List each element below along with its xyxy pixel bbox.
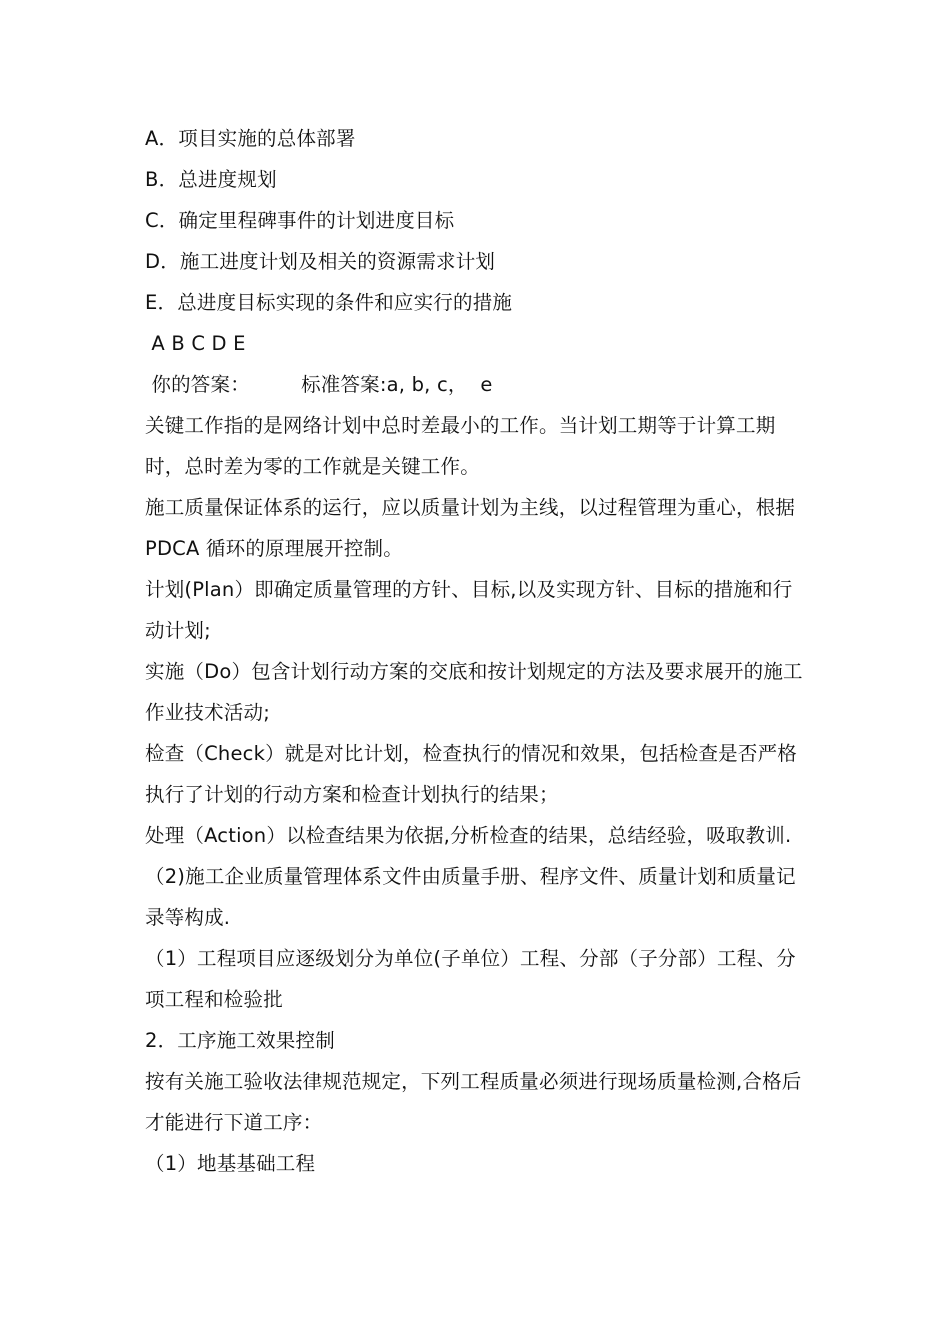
section-heading: 2．工序施工效果控制 — [145, 1029, 335, 1052]
section-paragraph: 按有关施工验收法律规范规定，下列工程质量必须进行现场质量检测,合格后才能进行下道工序： — [145, 1070, 802, 1134]
paragraph-project-division: （1）工程项目应逐级划分为单位(子单位）工程、分部（子分部）工程、分项工程和检验批 — [145, 947, 796, 1011]
paragraph-critical-work: 关键工作指的是网络计划中总时差最小的工作。当计划工期等于计算工期时，总时差为零的工作就是关键工作。 — [145, 414, 776, 478]
paragraph-plan: 计划(Plan）即确定质量管理的方针、目标,以及实现方针、目标的措施和行动计划; — [145, 578, 793, 642]
list-item: （1）地基基础工程 — [145, 1152, 316, 1175]
answer-line: 你的答案： 标准答案:a, b, c， e — [145, 373, 493, 396]
option-c: C．确定里程碑事件的计划进度目标 — [145, 209, 455, 232]
option-e: E．总进度目标实现的条件和应实行的措施 — [145, 291, 513, 314]
paragraph-do: 实施（Do）包含计划行动方案的交底和按计划规定的方法及要求展开的施工作业技术活动; — [145, 660, 803, 724]
paragraph-quality-system: 施工质量保证体系的运行，应以质量计划为主线，以过程管理为重心，根据 PDCA 循环的原理展开控制。 — [145, 496, 796, 560]
paragraph-check: 检查（Check）就是对比计划，检查执行的情况和效果，包括检查是否严格执行了计划的行动方案和检查计划执行的结果； — [145, 742, 797, 806]
option-d: D．施工进度计划及相关的资源需求计划 — [145, 250, 496, 273]
option-a: A．项目实施的总体部署 — [145, 127, 356, 150]
paragraph-quality-docs: （2)施工企业质量管理体系文件由质量手册、程序文件、质量计划和质量记录等构成. — [145, 865, 796, 929]
answer-choices: A B C D E — [145, 332, 246, 355]
option-b: B．总进度规划 — [145, 168, 277, 191]
document-content — [145, 118, 810, 1184]
paragraph-action: 处理（Action）以检查结果为依据,分析检查的结果，总结经验，吸取教训. — [145, 824, 792, 847]
